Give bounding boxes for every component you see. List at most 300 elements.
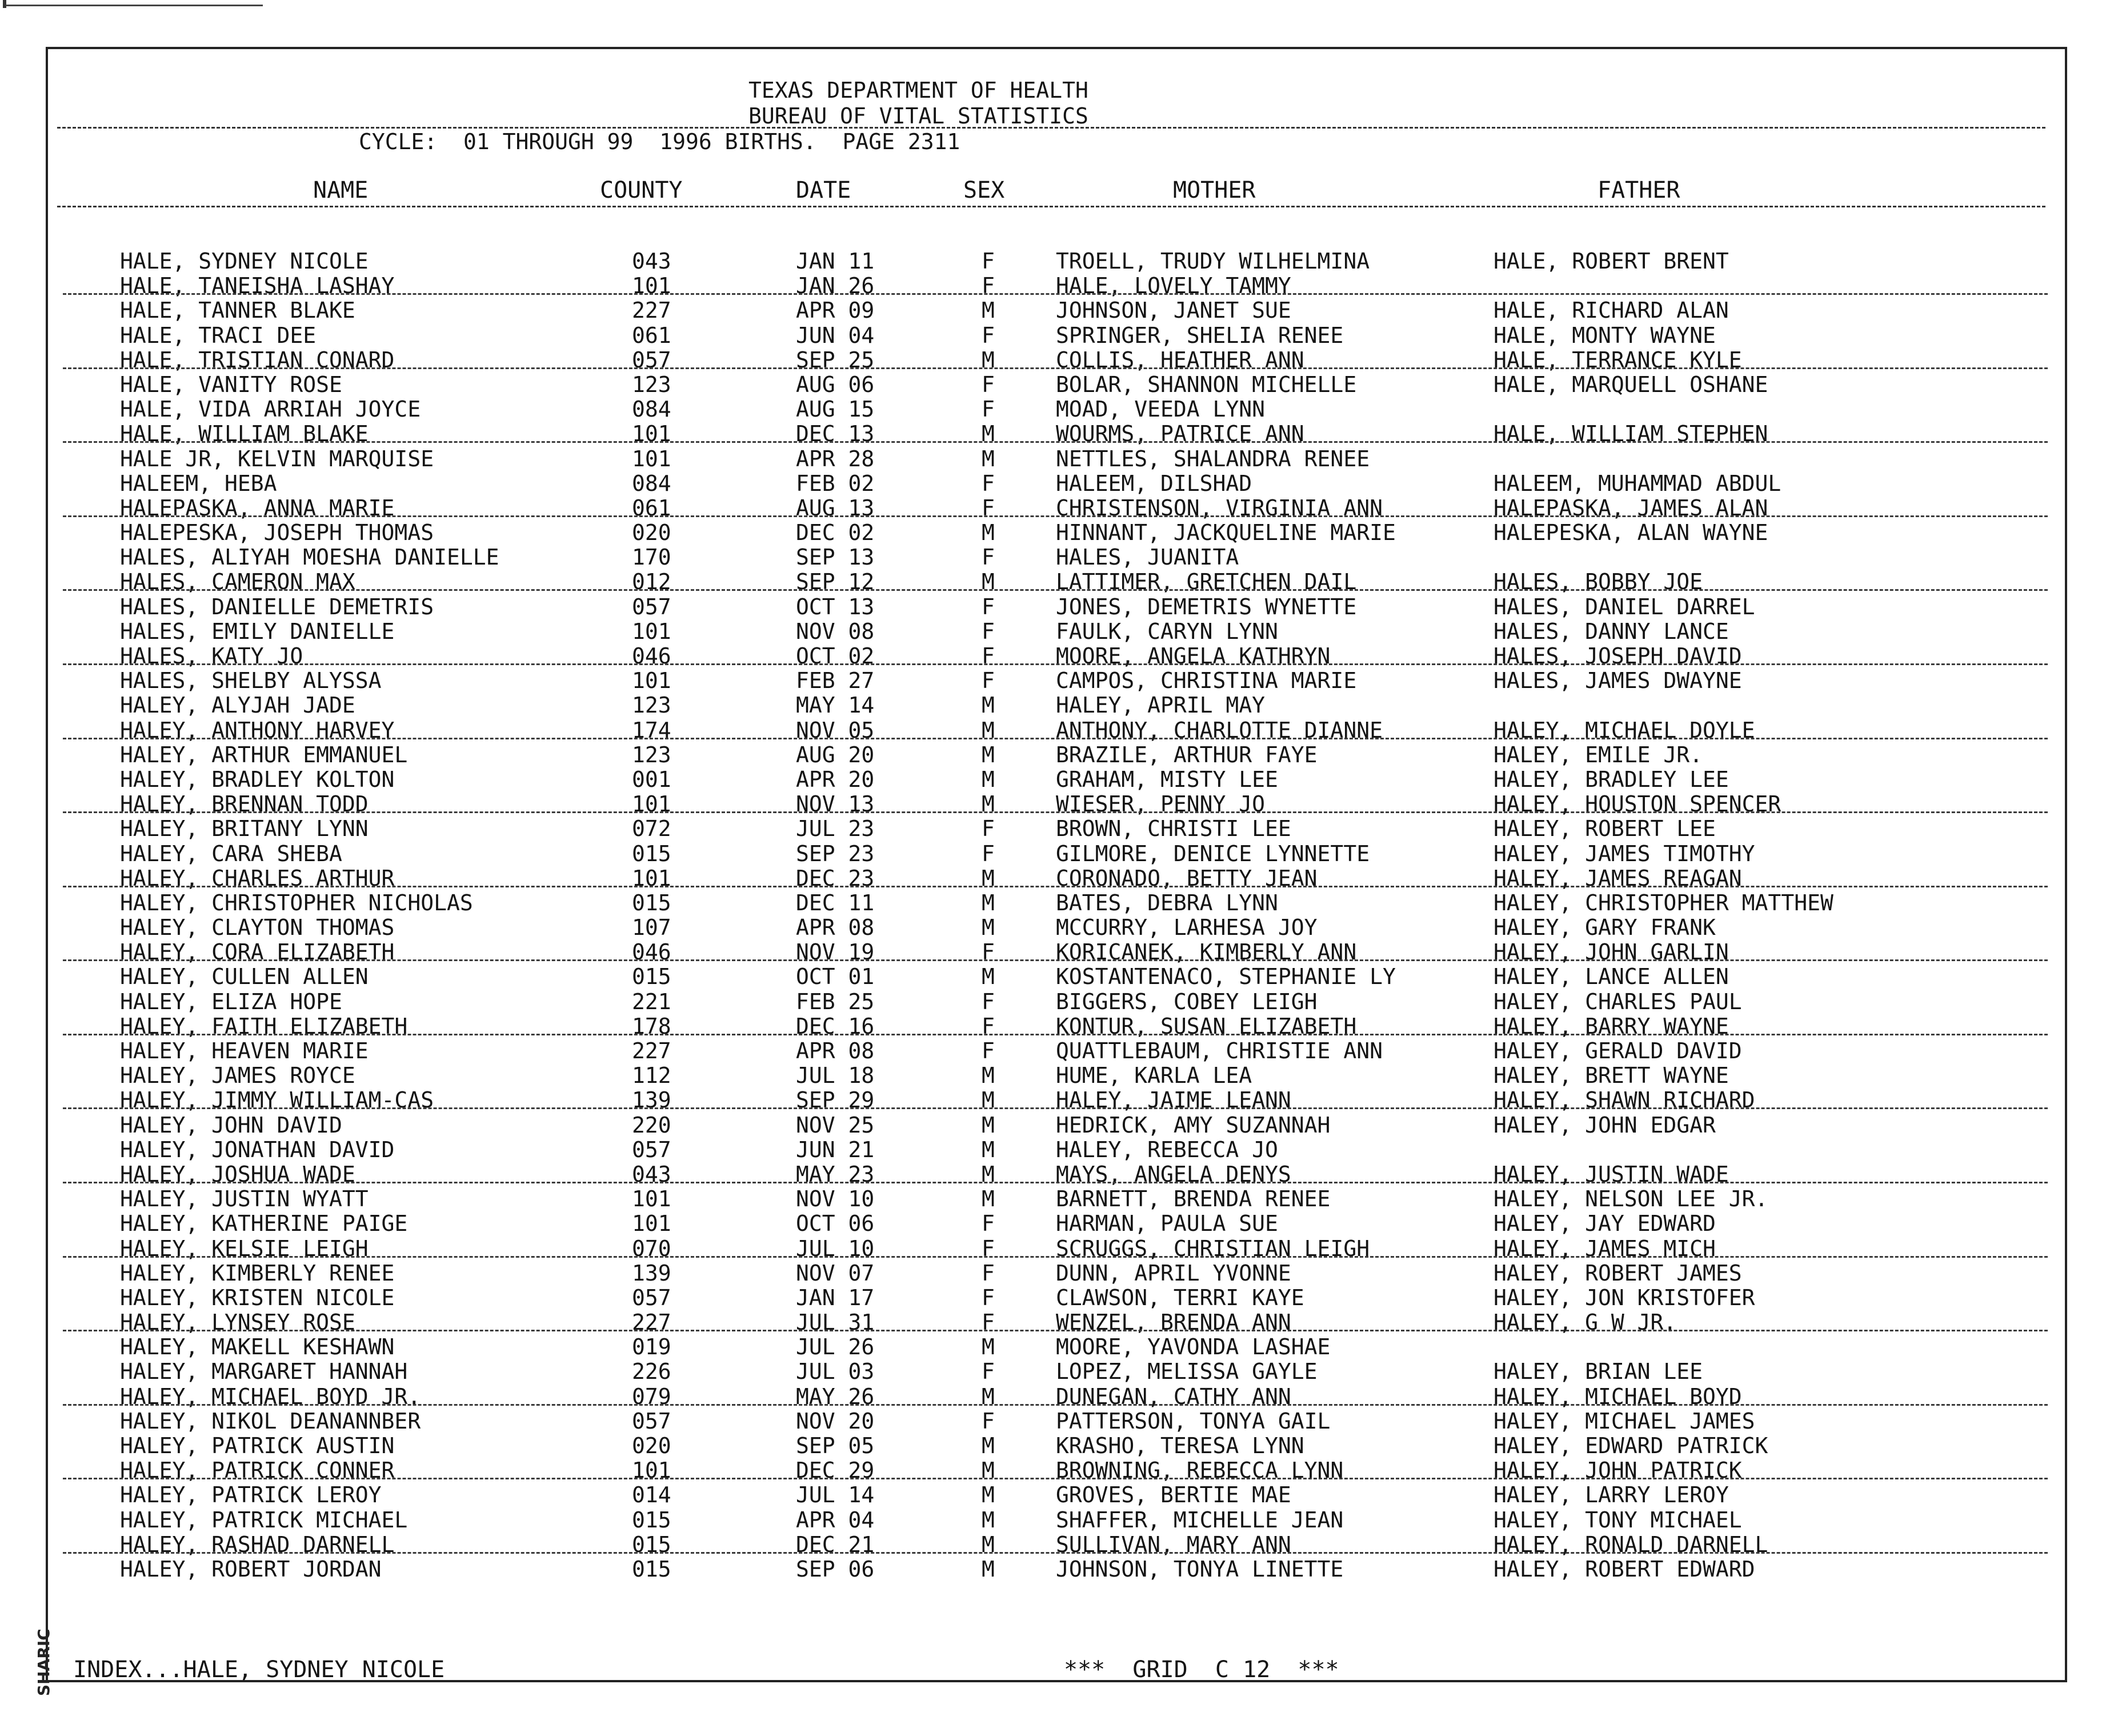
cell-date: SEP 23	[796, 841, 875, 866]
cell-county: 057	[632, 1137, 671, 1162]
cell-county: 072	[632, 816, 671, 842]
cell-date: NOV 07	[796, 1260, 875, 1286]
cell-name: HALEPASKA, ANNA MARIE	[120, 495, 395, 521]
cell-sex: M	[982, 1507, 995, 1533]
cell-father: HALES, JOSEPH DAVID	[1494, 643, 1742, 669]
cell-county: 123	[632, 371, 671, 397]
table-row	[0, 1409, 2122, 1434]
cell-sex: F	[982, 841, 995, 866]
cell-mother: HALEEM, DILSHAD	[1056, 470, 1252, 496]
table-row	[0, 274, 2122, 298]
cell-father: HALEY, TONY MICHAEL	[1494, 1507, 1742, 1533]
cell-name: HALEY, PATRICK MICHAEL	[120, 1507, 408, 1533]
cell-date: DEC 13	[796, 421, 875, 447]
table-row	[0, 915, 2122, 940]
cell-sex: M	[982, 1458, 995, 1483]
cell-sex: F	[982, 594, 995, 619]
cell-mother: MAYS, ANGELA DENYS	[1056, 1161, 1291, 1187]
cell-name: HALEY, NIKOL DEANANNBER	[120, 1408, 421, 1434]
cell-county: 123	[632, 693, 671, 718]
cell-county: 061	[632, 322, 671, 348]
column-header-mother: MOTHER	[1173, 177, 1256, 203]
cell-mother: HINNANT, JACKQUELINE MARIE	[1056, 520, 1396, 546]
cell-mother: HALEY, JAIME LEANN	[1056, 1087, 1291, 1113]
cell-date: SEP 06	[796, 1556, 875, 1582]
cell-county: 015	[632, 841, 671, 866]
cell-father: HALEY, ROBERT LEE	[1494, 816, 1716, 842]
header-bureau: BUREAU OF VITAL STATISTICS	[748, 103, 1088, 129]
table-row	[0, 891, 2122, 915]
cell-sex: M	[982, 1334, 995, 1360]
cell-mother: CHRISTENSON, VIRGINIA ANN	[1056, 495, 1383, 521]
cell-county: 101	[632, 1186, 671, 1212]
table-row	[0, 1138, 2122, 1162]
cell-name: HALEY, FAITH ELIZABETH	[120, 1013, 408, 1039]
cell-mother: JONES, DEMETRIS WYNETTE	[1056, 594, 1357, 619]
cell-mother: QUATTLEBAUM, CHRISTIE ANN	[1056, 1038, 1383, 1063]
corner-mark	[3, 0, 6, 8]
cell-sex: F	[982, 1310, 995, 1335]
cell-mother: CORONADO, BETTY JEAN	[1056, 865, 1318, 891]
table-row	[0, 718, 2122, 743]
cell-county: 101	[632, 865, 671, 891]
cell-mother: BOLAR, SHANNON MICHELLE	[1056, 371, 1357, 397]
cell-father: HALEY, JAY EDWARD	[1494, 1211, 1716, 1237]
cell-father: HALEY, MICHAEL DOYLE	[1494, 717, 1755, 743]
table-row	[0, 323, 2122, 348]
cell-father: HALEY, JAMES TIMOTHY	[1494, 841, 1755, 866]
cell-date: JUL 31	[796, 1310, 875, 1335]
cell-mother: PATTERSON, TONYA GAIL	[1056, 1408, 1331, 1434]
table-row	[0, 817, 2122, 841]
cell-date: FEB 02	[796, 470, 875, 496]
table-row	[0, 1557, 2122, 1582]
cell-name: HALEY, LYNSEY ROSE	[120, 1310, 355, 1335]
cell-mother: CLAWSON, TERRI KAYE	[1056, 1285, 1304, 1310]
cell-date: JUL 03	[796, 1359, 875, 1385]
cell-father: HALEEM, MUHAMMAD ABDUL	[1494, 470, 1781, 496]
cell-date: APR 20	[796, 766, 875, 792]
cell-mother: BIGGERS, COBEY LEIGH	[1056, 989, 1318, 1014]
cell-name: HALES, DANIELLE DEMETRIS	[120, 594, 434, 619]
table-row	[0, 1261, 2122, 1286]
cell-date: NOV 05	[796, 717, 875, 743]
cell-date: MAY 14	[796, 693, 875, 718]
cell-date: AUG 20	[796, 742, 875, 767]
cell-county: 101	[632, 618, 671, 644]
cell-date: JUL 18	[796, 1063, 875, 1089]
cell-county: 101	[632, 1458, 671, 1483]
cell-mother: WIESER, PENNY JO	[1056, 791, 1266, 817]
cell-father: HALEY, ROBERT JAMES	[1494, 1260, 1742, 1286]
cell-father: HALEY, JAMES MICH	[1494, 1235, 1716, 1261]
table-row	[0, 1187, 2122, 1211]
cell-date: DEC 23	[796, 865, 875, 891]
cell-mother: MOORE, YAVONDA LASHAE	[1056, 1334, 1331, 1360]
cell-date: NOV 19	[796, 939, 875, 965]
cell-sex: M	[982, 693, 995, 718]
cell-father: HALE, TERRANCE KYLE	[1494, 347, 1742, 373]
cell-mother: FAULK, CARYN LYNN	[1056, 618, 1278, 644]
cell-sex: F	[982, 273, 995, 299]
cell-father: HALEY, LARRY LEROY	[1494, 1482, 1729, 1508]
cell-sex: F	[982, 816, 995, 842]
cell-father: HALEY, GERALD DAVID	[1494, 1038, 1742, 1063]
cell-county: 123	[632, 742, 671, 767]
cell-father: HALEY, JAMES REAGAN	[1494, 865, 1742, 891]
cell-mother: JOHNSON, JANET SUE	[1056, 298, 1291, 323]
cell-name: HALEY, KELSIE LEIGH	[120, 1235, 369, 1261]
cell-sex: M	[982, 1137, 995, 1162]
table-row	[0, 1335, 2122, 1359]
cell-sex: F	[982, 397, 995, 422]
cell-date: AUG 15	[796, 397, 875, 422]
cell-sex: M	[982, 1556, 995, 1582]
cell-name: HALE JR, KELVIN MARQUISE	[120, 446, 434, 471]
cell-sex: F	[982, 1260, 995, 1286]
cell-father: HALEY, JON KRISTOFER	[1494, 1285, 1755, 1310]
cell-date: APR 09	[796, 298, 875, 323]
cell-mother: HALE, LOVELY TAMMY	[1056, 273, 1291, 299]
cell-mother: LOPEZ, MELISSA GAYLE	[1056, 1359, 1318, 1385]
cell-name: HALEY, ROBERT JORDAN	[120, 1556, 382, 1582]
column-header-sex: SEX	[963, 177, 1005, 203]
cell-date: SEP 25	[796, 347, 875, 373]
birth-records-table	[0, 249, 2122, 1582]
table-row	[0, 767, 2122, 792]
table-row	[0, 669, 2122, 693]
cell-mother: BARNETT, BRENDA RENEE	[1056, 1186, 1331, 1212]
cell-date: JAN 11	[796, 249, 875, 274]
cell-sex: M	[982, 1112, 995, 1138]
cell-county: 220	[632, 1112, 671, 1138]
cell-sex: M	[982, 1531, 995, 1557]
cell-county: 043	[632, 1161, 671, 1187]
cell-father: HALEY, ROBERT EDWARD	[1494, 1556, 1755, 1582]
cell-county: 057	[632, 1408, 671, 1434]
cell-mother: WENZEL, BRENDA ANN	[1056, 1310, 1291, 1335]
cell-county: 046	[632, 939, 671, 965]
cell-mother: ANTHONY, CHARLOTTE DIANNE	[1056, 717, 1383, 743]
cell-date: SEP 05	[796, 1433, 875, 1458]
cell-name: HALE, VANITY ROSE	[120, 371, 342, 397]
cell-mother: BATES, DEBRA LYNN	[1056, 890, 1278, 915]
cell-county: 084	[632, 397, 671, 422]
cell-sex: M	[982, 717, 995, 743]
cell-county: 101	[632, 446, 671, 471]
cell-name: HALE, SYDNEY NICOLE	[120, 249, 369, 274]
cell-county: 046	[632, 643, 671, 669]
table-row	[0, 298, 2122, 323]
table-row	[0, 1088, 2122, 1113]
cell-father: HALEY, BRIAN LEE	[1494, 1359, 1703, 1385]
header-divider-top	[57, 127, 2045, 129]
cell-date: NOV 25	[796, 1112, 875, 1138]
cell-name: HALES, CAMERON MAX	[120, 569, 355, 595]
cell-father: HALEY, BRETT WAYNE	[1494, 1063, 1729, 1089]
cell-county: 057	[632, 594, 671, 619]
cell-sex: M	[982, 742, 995, 767]
cell-sex: M	[982, 890, 995, 915]
cell-sex: F	[982, 371, 995, 397]
cell-date: SEP 29	[796, 1087, 875, 1113]
cell-name: HALEY, MICHAEL BOYD JR.	[120, 1383, 421, 1409]
cell-mother: KONTUR, SUSAN ELIZABETH	[1056, 1013, 1357, 1039]
table-row	[0, 1063, 2122, 1088]
cell-mother: COLLIS, HEATHER ANN	[1056, 347, 1304, 373]
cell-mother: DUNN, APRIL YVONNE	[1056, 1260, 1291, 1286]
margin-label: SHARIC	[34, 1629, 53, 1696]
cell-name: HALEY, CORA ELIZABETH	[120, 939, 395, 965]
cell-father: HALEY, GARY FRANK	[1494, 915, 1716, 941]
cell-father: HALE, ROBERT BRENT	[1494, 249, 1729, 274]
cell-sex: M	[982, 1433, 995, 1458]
cell-father: HALEY, EMILE JR.	[1494, 742, 1703, 767]
cell-county: 107	[632, 915, 671, 941]
cell-mother: GILMORE, DENICE LYNNETTE	[1056, 841, 1370, 866]
cell-name: HALEY, CHRISTOPHER NICHOLAS	[120, 890, 473, 915]
cell-name: HALEY, CLAYTON THOMAS	[120, 915, 395, 941]
cell-date: AUG 06	[796, 371, 875, 397]
cell-name: HALES, SHELBY ALYSSA	[120, 668, 382, 694]
cell-mother: MOORE, ANGELA KATHRYN	[1056, 643, 1331, 669]
cell-sex: M	[982, 569, 995, 595]
table-row	[0, 866, 2122, 891]
cell-county: 061	[632, 495, 671, 521]
cell-date: FEB 27	[796, 668, 875, 694]
table-row	[0, 521, 2122, 545]
table-row	[0, 1359, 2122, 1384]
cell-date: DEC 11	[796, 890, 875, 915]
table-row	[0, 1211, 2122, 1236]
cell-mother: HALEY, APRIL MAY	[1056, 693, 1266, 718]
cell-name: HALEY, CULLEN ALLEN	[120, 964, 369, 990]
table-row	[0, 397, 2122, 422]
table-row	[0, 1162, 2122, 1187]
cell-date: JAN 26	[796, 273, 875, 299]
table-row	[0, 373, 2122, 397]
cell-mother: SHAFFER, MICHELLE JEAN	[1056, 1507, 1344, 1533]
table-row	[0, 1237, 2122, 1261]
table-row	[0, 1310, 2122, 1335]
table-row	[0, 1385, 2122, 1409]
cell-sex: F	[982, 322, 995, 348]
cell-name: HALEPESKA, JOSEPH THOMAS	[120, 520, 434, 546]
cell-sex: F	[982, 643, 995, 669]
cell-county: 015	[632, 1531, 671, 1557]
cell-county: 227	[632, 1310, 671, 1335]
cell-county: 178	[632, 1013, 671, 1039]
cell-sex: F	[982, 668, 995, 694]
cell-date: OCT 02	[796, 643, 875, 669]
cell-sex: M	[982, 1383, 995, 1409]
cell-sex: F	[982, 989, 995, 1014]
cell-date: JUL 23	[796, 816, 875, 842]
cell-mother: HALEY, REBECCA JO	[1056, 1137, 1278, 1162]
cell-county: 015	[632, 964, 671, 990]
cell-county: 070	[632, 1235, 671, 1261]
cell-county: 101	[632, 791, 671, 817]
cell-date: DEC 02	[796, 520, 875, 546]
column-header-name: NAME	[313, 177, 369, 203]
column-header-date: DATE	[796, 177, 851, 203]
cell-father: HALEY, RONALD DARNELL	[1494, 1531, 1768, 1557]
cell-sex: M	[982, 1186, 995, 1212]
cell-date: APR 08	[796, 1038, 875, 1063]
cell-father: HALE, MARQUELL OSHANE	[1494, 371, 1768, 397]
cell-name: HALEY, CARA SHEBA	[120, 841, 342, 866]
cell-county: 057	[632, 1285, 671, 1310]
header-agency: TEXAS DEPARTMENT OF HEALTH	[748, 78, 1088, 103]
cell-sex: F	[982, 1408, 995, 1434]
cell-county: 101	[632, 273, 671, 299]
cell-father: HALEY, NELSON LEE JR.	[1494, 1186, 1768, 1212]
cell-date: NOV 20	[796, 1408, 875, 1434]
cell-mother: GROVES, BERTIE MAE	[1056, 1482, 1291, 1508]
cell-father: HALEY, BRADLEY LEE	[1494, 766, 1729, 792]
table-row	[0, 965, 2122, 989]
cell-mother: MCCURRY, LARHESA JOY	[1056, 915, 1318, 941]
cell-mother: CAMPOS, CHRISTINA MARIE	[1056, 668, 1357, 694]
cell-date: OCT 06	[796, 1211, 875, 1237]
cell-mother: JOHNSON, TONYA LINETTE	[1056, 1556, 1344, 1582]
header-cycle: CYCLE: 01 THROUGH 99 1996 BIRTHS. PAGE 2311	[359, 129, 960, 154]
cell-sex: F	[982, 1013, 995, 1039]
table-row	[0, 249, 2122, 274]
cell-mother: SULLIVAN, MARY ANN	[1056, 1531, 1291, 1557]
cell-sex: M	[982, 1482, 995, 1508]
cell-name: HALE, TRACI DEE	[120, 322, 317, 348]
cell-name: HALEY, CHARLES ARTHUR	[120, 865, 395, 891]
cell-county: 174	[632, 717, 671, 743]
cell-county: 139	[632, 1087, 671, 1113]
cell-father: HALEY, JOHN GARLIN	[1494, 939, 1729, 965]
cell-county: 020	[632, 520, 671, 546]
cell-father: HALEY, LANCE ALLEN	[1494, 964, 1729, 990]
cell-date: APR 08	[796, 915, 875, 941]
table-row	[0, 496, 2122, 521]
table-row	[0, 1483, 2122, 1507]
cell-name: HALE, VIDA ARRIAH JOYCE	[120, 397, 421, 422]
cell-mother: SCRUGGS, CHRISTIAN LEIGH	[1056, 1235, 1370, 1261]
cell-date: OCT 01	[796, 964, 875, 990]
footer-index: INDEX...HALE, SYDNEY NICOLE	[73, 1657, 445, 1683]
cell-mother: LATTIMER, GRETCHEN DAIL	[1056, 569, 1357, 595]
cell-county: 084	[632, 470, 671, 496]
cell-mother: HARMAN, PAULA SUE	[1056, 1211, 1278, 1237]
cell-father: HALE, RICHARD ALAN	[1494, 298, 1729, 323]
table-row	[0, 348, 2122, 373]
cell-mother: BRAZILE, ARTHUR FAYE	[1056, 742, 1318, 767]
cell-sex: F	[982, 470, 995, 496]
cell-county: 079	[632, 1383, 671, 1409]
cell-name: HALEY, ELIZA HOPE	[120, 989, 342, 1014]
cell-father: HALEY, BARRY WAYNE	[1494, 1013, 1729, 1039]
table-row	[0, 842, 2122, 866]
cell-mother: WOURMS, PATRICE ANN	[1056, 421, 1304, 447]
cell-name: HALEY, JAMES ROYCE	[120, 1063, 355, 1089]
cell-date: DEC 21	[796, 1531, 875, 1557]
cell-sex: M	[982, 1161, 995, 1187]
table-row	[0, 1113, 2122, 1138]
table-row	[0, 1508, 2122, 1533]
cell-name: HALES, ALIYAH MOESHA DANIELLE	[120, 545, 499, 570]
cell-date: DEC 29	[796, 1458, 875, 1483]
cell-date: JUN 04	[796, 322, 875, 348]
cell-father: HALEY, EDWARD PATRICK	[1494, 1433, 1768, 1458]
cell-name: HALEY, KRISTEN NICOLE	[120, 1285, 395, 1310]
cell-county: 015	[632, 1507, 671, 1533]
cell-name: HALEY, ALYJAH JADE	[120, 693, 355, 718]
cell-name: HALE, TANEISHA LASHAY	[120, 273, 395, 299]
cell-date: APR 28	[796, 446, 875, 471]
cell-name: HALE, TRISTIAN CONARD	[120, 347, 395, 373]
cell-name: HALEY, PATRICK AUSTIN	[120, 1433, 395, 1458]
table-row	[0, 1434, 2122, 1458]
cell-father: HALEPASKA, JAMES ALAN	[1494, 495, 1768, 521]
cell-sex: M	[982, 421, 995, 447]
cell-sex: M	[982, 1063, 995, 1089]
cell-sex: M	[982, 915, 995, 941]
table-row	[0, 619, 2122, 644]
cell-mother: SPRINGER, SHELIA RENEE	[1056, 322, 1344, 348]
cell-name: HALEY, ANTHONY HARVEY	[120, 717, 395, 743]
cell-name: HALES, EMILY DANIELLE	[120, 618, 395, 644]
cell-mother: KORICANEK, KIMBERLY ANN	[1056, 939, 1357, 965]
table-row	[0, 990, 2122, 1014]
cell-county: 015	[632, 1556, 671, 1582]
cell-name: HALEY, JONATHAN DAVID	[120, 1137, 395, 1162]
cell-name: HALEY, PATRICK CONNER	[120, 1458, 395, 1483]
cell-mother: MOAD, VEEDA LYNN	[1056, 397, 1266, 422]
cell-name: HALEY, BRENNAN TODD	[120, 791, 369, 817]
cell-father: HALEY, MICHAEL BOYD	[1494, 1383, 1742, 1409]
cell-sex: M	[982, 964, 995, 990]
cell-county: 227	[632, 1038, 671, 1063]
cell-sex: M	[982, 865, 995, 891]
cell-county: 043	[632, 249, 671, 274]
cell-father: HALE, WILLIAM STEPHEN	[1494, 421, 1768, 447]
cell-county: 170	[632, 545, 671, 570]
cell-sex: M	[982, 446, 995, 471]
cell-county: 221	[632, 989, 671, 1014]
cell-date: FEB 25	[796, 989, 875, 1014]
cell-county: 101	[632, 668, 671, 694]
cell-father: HALEY, JOHN EDGAR	[1494, 1112, 1716, 1138]
cell-father: HALEY, JUSTIN WADE	[1494, 1161, 1729, 1187]
cell-mother: HALES, JUANITA	[1056, 545, 1239, 570]
cell-name: HALEEM, HEBA	[120, 470, 277, 496]
cell-mother: BROWN, CHRISTI LEE	[1056, 816, 1291, 842]
table-row	[0, 447, 2122, 471]
cell-county: 015	[632, 890, 671, 915]
cell-name: HALEY, KATHERINE PAIGE	[120, 1211, 408, 1237]
cell-sex: M	[982, 791, 995, 817]
cell-name: HALEY, HEAVEN MARIE	[120, 1038, 369, 1063]
cell-name: HALES, KATY JO	[120, 643, 303, 669]
cell-sex: M	[982, 1087, 995, 1113]
cell-sex: F	[982, 618, 995, 644]
table-row	[0, 595, 2122, 619]
cell-county: 112	[632, 1063, 671, 1089]
cell-father: HALES, JAMES DWAYNE	[1494, 668, 1742, 694]
cell-name: HALEY, KIMBERLY RENEE	[120, 1260, 395, 1286]
cell-county: 101	[632, 1211, 671, 1237]
cell-county: 226	[632, 1359, 671, 1385]
cell-date: MAY 26	[796, 1383, 875, 1409]
cell-sex: F	[982, 1359, 995, 1385]
cell-father: HALES, DANNY LANCE	[1494, 618, 1729, 644]
